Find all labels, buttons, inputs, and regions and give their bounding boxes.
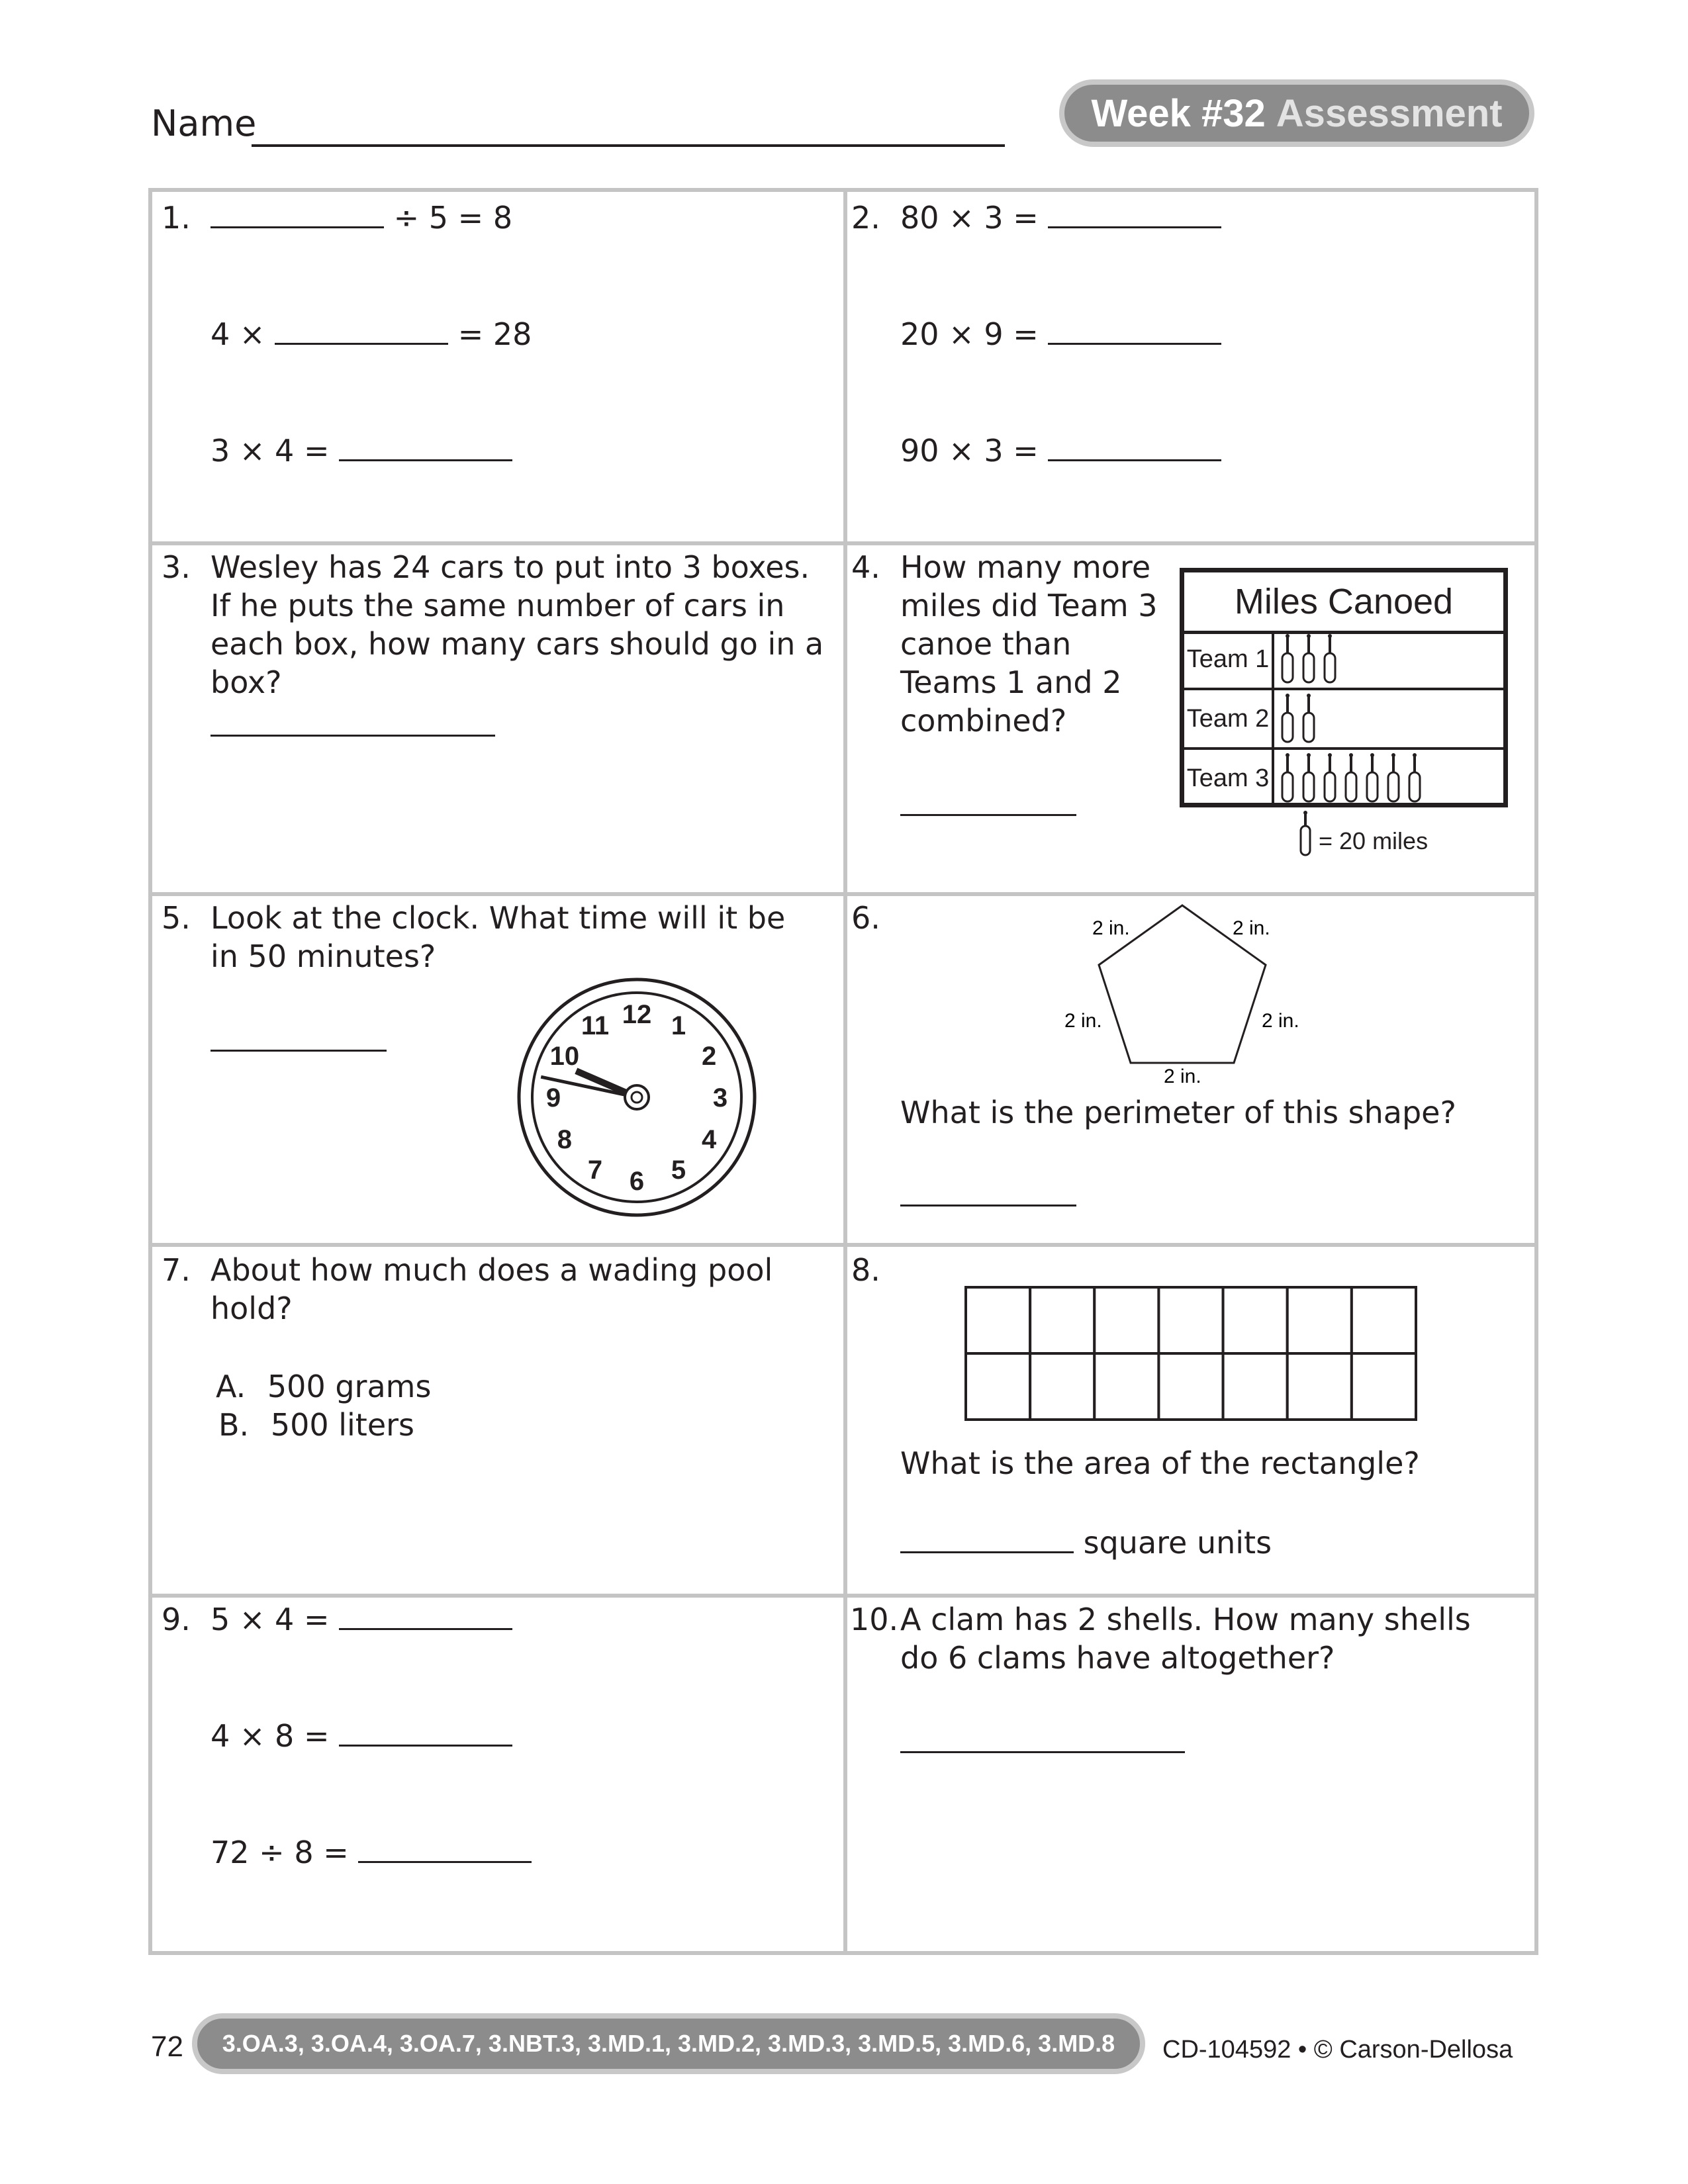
clock-number: 11: [581, 1011, 610, 1040]
q5-text: Look at the clock. What time will it be in 50 minutes?: [211, 900, 786, 974]
q10-text: A clam has 2 shells. How many shells do 6 clams have altogether?: [900, 1602, 1471, 1676]
area-unit-square: [1223, 1287, 1288, 1353]
q9-line1-text: 5 × 4 =: [211, 1602, 330, 1637]
option-letter: A.: [216, 1369, 246, 1404]
standards-badge: [192, 2013, 1145, 2074]
q9-answer-2[interactable]: [339, 1718, 512, 1747]
q2-answer-3[interactable]: [1048, 433, 1221, 461]
q1-line1: [211, 199, 512, 237]
area-unit-square: [966, 1353, 1030, 1420]
q9-answer-1[interactable]: [339, 1602, 512, 1630]
area-unit-square: [1352, 1353, 1416, 1420]
area-unit-square: [1158, 1353, 1223, 1420]
clock-number: 5: [671, 1156, 686, 1185]
q2-line2-text: 20 × 9 =: [900, 316, 1039, 352]
q3-text: Wesley has 24 cars to put into 3 boxes. If he puts the same number of cars in each box, how many cars should go in a box?: [211, 549, 824, 700]
q1-answer-1[interactable]: [211, 200, 384, 228]
paddle-icon: [1303, 694, 1314, 742]
clock-number: 1: [671, 1011, 686, 1040]
area-unit-square: [1288, 1353, 1352, 1420]
paddle-icons: [1277, 750, 1502, 807]
q6-number: 6.: [851, 900, 880, 936]
q2-answer-1[interactable]: [1048, 200, 1221, 228]
paddle-key-icon: [1297, 810, 1313, 859]
paddle-icons: [1277, 690, 1502, 747]
q2-line1-text: 80 × 3 =: [900, 200, 1039, 236]
team-label: Team 3: [1184, 750, 1274, 807]
q4-number: 4.: [851, 549, 880, 585]
q7-option-b[interactable]: [218, 1406, 414, 1444]
q9-line1: [211, 1600, 512, 1639]
q2-number: 2.: [851, 200, 880, 236]
side-label-2: 2 in.: [1233, 917, 1270, 939]
area-unit-square: [1094, 1353, 1158, 1420]
clock: [511, 972, 763, 1223]
grid-divider: [152, 1243, 1534, 1247]
area-unit-square: [1030, 1287, 1094, 1353]
team-label: Team 1: [1184, 631, 1274, 688]
q1-answer-3[interactable]: [339, 433, 512, 461]
table-row: [1184, 690, 1503, 750]
q2-line1: [900, 199, 1221, 237]
q2-line3-text: 90 × 3 =: [900, 433, 1039, 469]
table-row: [1184, 631, 1503, 690]
clock-number: 2: [701, 1042, 717, 1071]
paddle-icon: [1325, 634, 1335, 682]
page-number: 72: [151, 2030, 183, 2063]
paddle-icon: [1303, 753, 1314, 801]
name-label: Name: [151, 103, 257, 144]
q10-answer[interactable]: [900, 1751, 1185, 1753]
q8-answer-line: [900, 1524, 1272, 1562]
miles-canoed-table: [1180, 568, 1508, 807]
pentagon-figure: [1019, 900, 1350, 1099]
q1-line2-prefix: 4 ×: [211, 316, 265, 352]
area-rectangle: [964, 1285, 1418, 1422]
standards-text: 3.OA.3, 3.OA.4, 3.OA.7, 3.NBT.3, 3.MD.1, 3.MD.2, 3.MD.3, 3.MD.5, 3.MD.6, 3.MD.8: [222, 2030, 1115, 2057]
q1-line2-suffix: = 28: [457, 316, 532, 352]
q9-line3: [211, 1833, 532, 1872]
q5-answer[interactable]: [211, 1050, 387, 1052]
clock-number: 4: [701, 1125, 717, 1154]
q6-question: What is the perimeter of this shape?: [900, 1095, 1456, 1130]
clock-number: 6: [629, 1167, 645, 1196]
q8-number: 8.: [851, 1252, 880, 1288]
q2-answer-2[interactable]: [1048, 316, 1221, 345]
clock-number: 12: [622, 1000, 652, 1029]
q9-line3-text: 72 ÷ 8 =: [211, 1835, 349, 1870]
grid-divider-vertical: [843, 192, 847, 1951]
side-label-1: 2 in.: [1092, 917, 1130, 939]
q4-text: How many more miles did Team 3 canoe than Teams 1 and 2 combined?: [900, 549, 1158, 739]
q9-line2-text: 4 × 8 =: [211, 1718, 330, 1754]
grid-divider: [152, 541, 1534, 545]
q7-option-a[interactable]: [216, 1367, 431, 1406]
table-title: Miles Canoed: [1184, 572, 1503, 634]
q9-answer-3[interactable]: [358, 1835, 532, 1863]
side-label-4: 2 in.: [1262, 1010, 1299, 1032]
clock-number: 8: [557, 1125, 573, 1154]
side-label-3: 2 in.: [1064, 1010, 1102, 1032]
area-unit-square: [1030, 1353, 1094, 1420]
paddle-icons: [1277, 631, 1502, 688]
area-unit-square: [1352, 1287, 1416, 1353]
paddle-icon: [1325, 753, 1335, 801]
q7-number: 7.: [162, 1252, 191, 1288]
paddle-icon: [1303, 634, 1314, 682]
grid-divider: [152, 892, 1534, 896]
paddle-icon: [1409, 753, 1420, 801]
q9-number: 9.: [162, 1602, 191, 1637]
side-label-5: 2 in.: [1164, 1066, 1201, 1087]
q1-answer-2[interactable]: [275, 316, 448, 345]
name-field[interactable]: [252, 144, 1005, 147]
area-unit-square: [1223, 1353, 1288, 1420]
q8-unit-label: square units: [1083, 1525, 1272, 1561]
q1-line3-text: 3 × 4 =: [211, 433, 330, 469]
paddle-icon: [1282, 634, 1293, 682]
area-unit-square: [966, 1287, 1030, 1353]
area-unit-square: [1288, 1287, 1352, 1353]
area-unit-square: [1158, 1287, 1223, 1353]
paddle-icon: [1282, 694, 1293, 742]
option-text: 500 liters: [270, 1407, 415, 1443]
paddle-icon: [1346, 753, 1356, 801]
q1-line3: [211, 432, 512, 470]
q4-answer[interactable]: [900, 814, 1076, 816]
table-row: [1184, 750, 1503, 807]
team-label: Team 2: [1184, 690, 1274, 747]
area-unit-square: [1094, 1287, 1158, 1353]
assessment-label: Assessment: [1276, 91, 1503, 135]
option-text: 500 grams: [267, 1369, 432, 1404]
clock-number: 10: [549, 1042, 580, 1071]
paddle-icon: [1367, 753, 1378, 801]
q2-line2: [900, 315, 1221, 353]
q1-line2: [211, 315, 532, 353]
week-title: Week #32: [1091, 91, 1266, 135]
q6-answer[interactable]: [900, 1205, 1076, 1206]
q5-number: 5.: [162, 900, 191, 936]
clock-number: 9: [545, 1083, 561, 1113]
week-badge: [1059, 79, 1534, 147]
paddle-key-label: = 20 miles: [1319, 827, 1429, 854]
q10-number: 10.: [850, 1602, 899, 1637]
q8-question: What is the area of the rectangle?: [900, 1445, 1420, 1481]
q7-text: About how much does a wading pool hold?: [211, 1252, 773, 1326]
paddle-icon: [1282, 753, 1293, 801]
q3-answer[interactable]: [211, 735, 495, 737]
copyright: CD-104592 • © Carson-Dellosa: [1162, 2036, 1513, 2064]
clock-number: 3: [712, 1083, 728, 1113]
q1-line1-text: ÷ 5 = 8: [393, 200, 513, 236]
q2-line3: [900, 432, 1221, 470]
clock-number: 7: [587, 1156, 603, 1185]
q3-number: 3.: [162, 549, 191, 585]
q8-answer[interactable]: [900, 1525, 1074, 1553]
q9-line2: [211, 1717, 512, 1755]
paddle-icon: [1388, 753, 1399, 801]
grid-divider: [152, 1594, 1534, 1598]
option-letter: B.: [218, 1407, 250, 1443]
q1-number: 1.: [162, 200, 191, 236]
